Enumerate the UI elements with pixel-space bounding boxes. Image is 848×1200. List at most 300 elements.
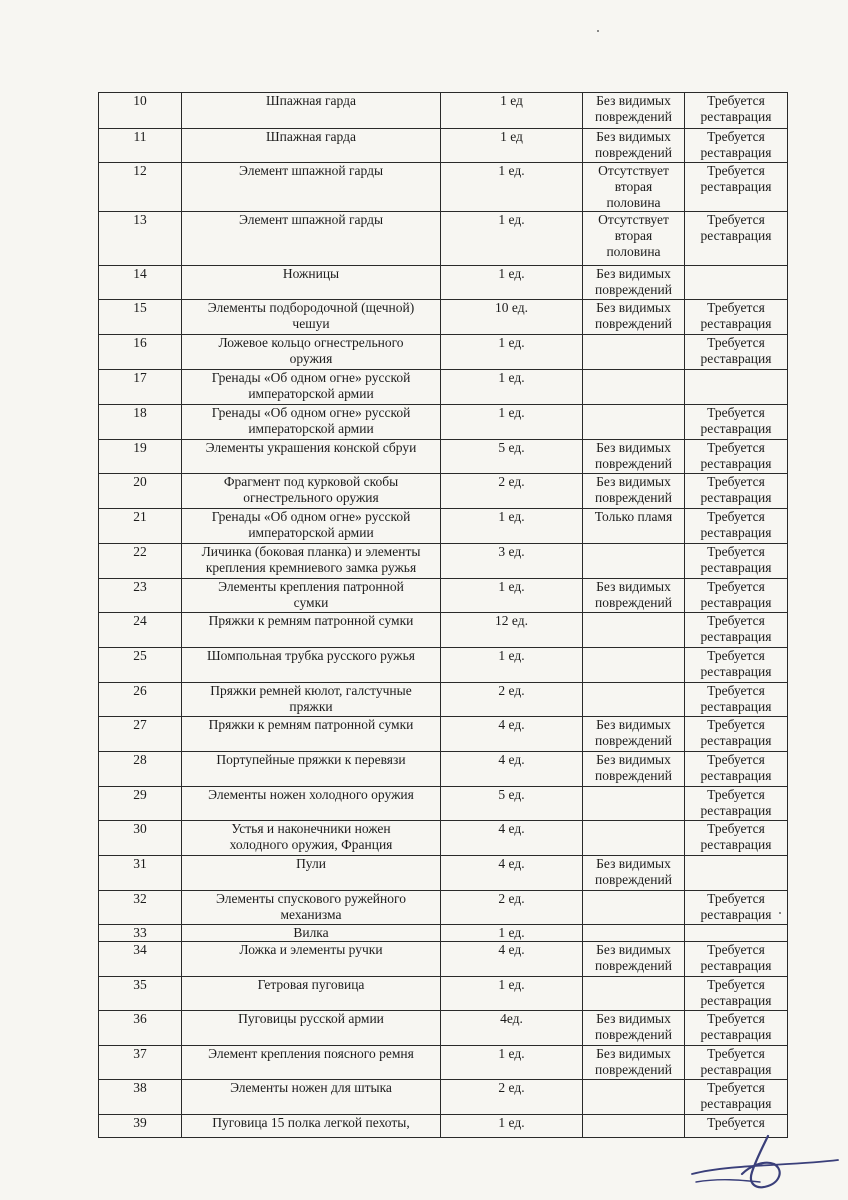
- cell-num: [99, 613, 182, 648]
- cell-condition: [583, 509, 685, 544]
- cell-text: 27: [133, 717, 147, 732]
- cell-text: 31: [133, 856, 147, 871]
- cell-num: [99, 856, 182, 891]
- cell-condition: [583, 1080, 685, 1115]
- cell-qty: [441, 212, 583, 266]
- cell-text: Фрагмент под курковой скобы огнестрельного оружия: [223, 474, 399, 505]
- cell-condition: [583, 856, 685, 891]
- cell-name: [182, 683, 441, 717]
- cell-name: [182, 579, 441, 613]
- cell-note: [685, 648, 788, 683]
- cell-text: 1 ед.: [498, 266, 525, 281]
- cell-text: Без видимых повреждений: [595, 129, 672, 160]
- cell-qty: [441, 856, 583, 891]
- cell-qty: [441, 579, 583, 613]
- cell-num: [99, 163, 182, 212]
- table-row: [99, 613, 788, 648]
- cell-text: Без видимых повреждений: [595, 474, 672, 505]
- cell-name: [182, 474, 441, 509]
- cell-text: Только пламя: [594, 509, 673, 524]
- cell-text: Элементы подбородочной (щечной) чешуи: [207, 300, 415, 331]
- cell-qty: [441, 717, 583, 752]
- cell-note: [685, 613, 788, 648]
- cell-name: [182, 787, 441, 821]
- cell-name: [182, 335, 441, 370]
- cell-num: [99, 405, 182, 440]
- cell-num: [99, 544, 182, 579]
- cell-num: [99, 212, 182, 266]
- cell-text: 1 ед.: [498, 977, 525, 992]
- cell-num: [99, 509, 182, 544]
- cell-qty: [441, 509, 583, 544]
- table-row: [99, 266, 788, 300]
- cell-condition: [583, 440, 685, 474]
- cell-num: [99, 579, 182, 613]
- cell-text: Требуется реставрация: [700, 163, 772, 194]
- cell-name: [182, 925, 441, 942]
- cell-text: 14: [133, 266, 147, 281]
- cell-text: Без видимых повреждений: [595, 856, 672, 887]
- cell-condition: [583, 163, 685, 212]
- cell-text: Без видимых повреждений: [595, 300, 672, 331]
- cell-qty: [441, 891, 583, 925]
- cell-text: Требуется реставрация: [700, 335, 772, 366]
- cell-text: 26: [133, 683, 147, 698]
- cell-text: 35: [133, 977, 147, 992]
- cell-text: 17: [133, 370, 147, 385]
- cell-name: [182, 129, 441, 163]
- cell-text: Гренады «Об одном огне» русской императорской армии: [211, 405, 411, 436]
- cell-num: [99, 300, 182, 335]
- table-row: [99, 129, 788, 163]
- scan-speck: [779, 912, 781, 914]
- cell-text: Гетровая пуговица: [257, 977, 365, 992]
- cell-text: 4ед.: [500, 1011, 523, 1026]
- cell-text: 18: [133, 405, 147, 420]
- cell-name: [182, 300, 441, 335]
- cell-note: [685, 266, 788, 300]
- cell-qty: [441, 266, 583, 300]
- cell-text: Требуется реставрация: [700, 648, 772, 679]
- cell-text: 12: [133, 163, 147, 178]
- cell-text: 1 ед.: [498, 163, 525, 178]
- cell-name: [182, 977, 441, 1011]
- cell-condition: [583, 787, 685, 821]
- cell-text: 4 ед.: [498, 942, 525, 957]
- cell-note: [685, 544, 788, 579]
- cell-num: [99, 1046, 182, 1080]
- cell-note: [685, 1080, 788, 1115]
- cell-qty: [441, 613, 583, 648]
- cell-condition: [583, 717, 685, 752]
- table-row: [99, 440, 788, 474]
- cell-num: [99, 787, 182, 821]
- cell-text: 38: [133, 1080, 147, 1095]
- cell-condition: [583, 129, 685, 163]
- cell-text: Ножницы: [282, 266, 340, 281]
- cell-num: [99, 752, 182, 787]
- cell-note: [685, 335, 788, 370]
- cell-note: [685, 405, 788, 440]
- cell-text: 1 ед.: [498, 370, 525, 385]
- cell-text: Требуется реставрация: [700, 1046, 772, 1077]
- table-row: [99, 648, 788, 683]
- cell-text: Гренады «Об одном огне» русской императорской армии: [211, 509, 411, 540]
- cell-name: [182, 856, 441, 891]
- cell-qty: [441, 93, 583, 129]
- table-row: [99, 300, 788, 335]
- cell-name: [182, 891, 441, 925]
- cell-qty: [441, 925, 583, 942]
- cell-text: 1 ед.: [498, 1115, 525, 1130]
- cell-text: 30: [133, 821, 147, 836]
- cell-text: 10: [133, 93, 147, 108]
- cell-note: [685, 163, 788, 212]
- cell-text: Пули: [296, 856, 326, 871]
- cell-qty: [441, 977, 583, 1011]
- table-row: [99, 405, 788, 440]
- cell-num: [99, 440, 182, 474]
- cell-qty: [441, 544, 583, 579]
- cell-qty: [441, 440, 583, 474]
- table-row: [99, 544, 788, 579]
- cell-text: Без видимых повреждений: [595, 1046, 672, 1077]
- cell-note: [685, 821, 788, 856]
- cell-text: Элемент шпажной гарды: [238, 163, 384, 178]
- table-row: [99, 1080, 788, 1115]
- table-row: [99, 821, 788, 856]
- cell-num: [99, 942, 182, 977]
- cell-name: [182, 266, 441, 300]
- cell-text: 1 ед.: [498, 212, 525, 227]
- cell-text: 29: [133, 787, 147, 802]
- cell-text: 21: [133, 509, 147, 524]
- cell-text: Элементы украшения конской сбруи: [205, 440, 417, 455]
- cell-name: [182, 1046, 441, 1080]
- cell-text: 2 ед.: [498, 1080, 525, 1095]
- cell-text: Шпажная гарда: [266, 93, 356, 108]
- cell-text: 20: [133, 474, 147, 489]
- table-row: [99, 93, 788, 129]
- cell-num: [99, 648, 182, 683]
- cell-text: 11: [133, 129, 147, 144]
- cell-num: [99, 266, 182, 300]
- cell-condition: [583, 579, 685, 613]
- cell-qty: [441, 1046, 583, 1080]
- cell-text: 1 ед.: [498, 648, 525, 663]
- cell-text: Без видимых повреждений: [595, 1011, 672, 1042]
- table-row: [99, 891, 788, 925]
- cell-text: Элементы ножен холодного оружия: [208, 787, 414, 802]
- cell-text: Без видимых повреждений: [595, 752, 672, 783]
- cell-name: [182, 1080, 441, 1115]
- cell-text: Портупейные пряжки к перевязи: [216, 752, 406, 767]
- cell-note: [685, 300, 788, 335]
- table-row: [99, 683, 788, 717]
- cell-name: [182, 717, 441, 752]
- cell-text: Отсутствует вторая половина: [598, 163, 669, 210]
- cell-qty: [441, 405, 583, 440]
- cell-text: 1 ед.: [498, 335, 525, 350]
- cell-text: Вилка: [293, 925, 329, 940]
- cell-text: Требуется реставрация: [700, 300, 772, 331]
- cell-qty: [441, 787, 583, 821]
- cell-text: Шпажная гарда: [266, 129, 356, 144]
- cell-text: Элементы спускового ружейного механизма: [216, 891, 406, 922]
- cell-text: Отсутствует вторая половина: [598, 212, 669, 259]
- cell-text: Пряжки к ремням патронной сумки: [208, 613, 414, 628]
- cell-qty: [441, 648, 583, 683]
- cell-num: [99, 717, 182, 752]
- cell-text: 4 ед.: [498, 821, 525, 836]
- cell-text: 33: [133, 925, 147, 940]
- signature-mark: [690, 1130, 840, 1194]
- cell-condition: [583, 335, 685, 370]
- table-row: [99, 752, 788, 787]
- table-row: [99, 474, 788, 509]
- cell-text: Требуется реставрация: [700, 440, 772, 471]
- cell-text: 4 ед.: [498, 856, 525, 871]
- cell-name: [182, 370, 441, 405]
- cell-note: [685, 856, 788, 891]
- cell-text: 1 ед.: [498, 509, 525, 524]
- table-row: [99, 787, 788, 821]
- cell-text: Требуется реставрация: [700, 1080, 772, 1111]
- cell-condition: [583, 405, 685, 440]
- cell-text: 1 ед: [500, 129, 523, 144]
- cell-text: 16: [133, 335, 147, 350]
- cell-text: 23: [133, 579, 147, 594]
- cell-qty: [441, 129, 583, 163]
- cell-text: Требуется реставрация: [700, 717, 772, 748]
- cell-text: Элемент крепления поясного ремня: [208, 1046, 414, 1061]
- table-row: [99, 856, 788, 891]
- cell-name: [182, 509, 441, 544]
- cell-text: Требуется реставрация: [700, 683, 772, 714]
- cell-condition: [583, 925, 685, 942]
- cell-name: [182, 821, 441, 856]
- cell-text: 39: [133, 1115, 147, 1130]
- cell-num: [99, 891, 182, 925]
- cell-name: [182, 613, 441, 648]
- cell-name: [182, 163, 441, 212]
- table-row: [99, 579, 788, 613]
- cell-note: [685, 440, 788, 474]
- table-row: [99, 163, 788, 212]
- cell-condition: [583, 544, 685, 579]
- cell-text: 5 ед.: [498, 440, 525, 455]
- cell-text: 15: [133, 300, 147, 315]
- cell-qty: [441, 335, 583, 370]
- table-row: [99, 1046, 788, 1080]
- cell-text: Без видимых повреждений: [595, 579, 672, 610]
- cell-note: [685, 129, 788, 163]
- cell-text: Требуется реставрация: [700, 579, 772, 610]
- cell-condition: [583, 891, 685, 925]
- cell-text: Пуговица 15 полка легкой пехоты,: [212, 1115, 410, 1130]
- table-row: [99, 1011, 788, 1046]
- cell-text: Устья и наконечники ножен холодного оружия, Франция: [229, 821, 393, 852]
- cell-text: 1 ед.: [498, 579, 525, 594]
- cell-text: Требуется реставрация: [700, 787, 772, 818]
- cell-text: 22: [133, 544, 147, 559]
- cell-text: Требуется реставрация: [700, 613, 772, 644]
- cell-condition: [583, 942, 685, 977]
- cell-note: [685, 212, 788, 266]
- cell-text: 5 ед.: [498, 787, 525, 802]
- cell-text: Требуется реставрация: [700, 1011, 772, 1042]
- cell-qty: [441, 752, 583, 787]
- cell-name: [182, 93, 441, 129]
- table-row: [99, 717, 788, 752]
- table-row: [99, 509, 788, 544]
- cell-name: [182, 752, 441, 787]
- cell-text: Личинка (боковая планка) и элементы крепления кремниевого замка ружья: [201, 544, 421, 575]
- cell-num: [99, 335, 182, 370]
- cell-text: 4 ед.: [498, 752, 525, 767]
- cell-num: [99, 93, 182, 129]
- cell-text: Пуговицы русской армии: [238, 1011, 384, 1026]
- table-row: [99, 977, 788, 1011]
- cell-text: Требуется реставрация: [700, 544, 772, 575]
- cell-text: 12 ед.: [495, 613, 528, 628]
- cell-name: [182, 440, 441, 474]
- cell-condition: [583, 93, 685, 129]
- cell-condition: [583, 1115, 685, 1138]
- cell-note: [685, 683, 788, 717]
- cell-qty: [441, 300, 583, 335]
- cell-name: [182, 942, 441, 977]
- cell-note: [685, 93, 788, 129]
- cell-name: [182, 405, 441, 440]
- cell-num: [99, 474, 182, 509]
- cell-note: [685, 1011, 788, 1046]
- cell-text: Требуется реставрация: [700, 509, 772, 540]
- cell-text: 25: [133, 648, 147, 663]
- cell-num: [99, 977, 182, 1011]
- cell-num: [99, 925, 182, 942]
- cell-text: Требуется реставрация: [700, 93, 772, 124]
- cell-condition: [583, 300, 685, 335]
- cell-condition: [583, 977, 685, 1011]
- cell-note: [685, 891, 788, 925]
- cell-text: 1 ед: [500, 93, 523, 108]
- table-row: [99, 370, 788, 405]
- cell-text: Без видимых повреждений: [595, 93, 672, 124]
- inventory-table-body: [99, 93, 788, 1138]
- cell-text: 2 ед.: [498, 474, 525, 489]
- cell-qty: [441, 370, 583, 405]
- cell-num: [99, 370, 182, 405]
- cell-text: 13: [133, 212, 147, 227]
- cell-qty: [441, 821, 583, 856]
- cell-text: Требуется реставрация: [700, 474, 772, 505]
- cell-num: [99, 683, 182, 717]
- cell-text: Ложка и элементы ручки: [239, 942, 383, 957]
- cell-text: Требуется реставрация: [700, 942, 772, 973]
- cell-text: 3 ед.: [498, 544, 525, 559]
- cell-note: [685, 1046, 788, 1080]
- cell-condition: [583, 266, 685, 300]
- cell-condition: [583, 474, 685, 509]
- cell-text: 2 ед.: [498, 891, 525, 906]
- cell-text: Требуется реставрация: [700, 752, 772, 783]
- cell-note: [685, 752, 788, 787]
- cell-qty: [441, 1080, 583, 1115]
- cell-name: [182, 544, 441, 579]
- cell-note: [685, 579, 788, 613]
- cell-condition: [583, 752, 685, 787]
- cell-name: [182, 212, 441, 266]
- cell-num: [99, 821, 182, 856]
- table-row: [99, 212, 788, 266]
- cell-text: 2 ед.: [498, 683, 525, 698]
- table-row: [99, 335, 788, 370]
- cell-condition: [583, 648, 685, 683]
- cell-qty: [441, 942, 583, 977]
- cell-text: Без видимых повреждений: [595, 717, 672, 748]
- cell-text: 19: [133, 440, 147, 455]
- cell-name: [182, 1115, 441, 1138]
- cell-qty: [441, 1011, 583, 1046]
- cell-text: Требуется реставрация: [700, 891, 772, 922]
- cell-text: Элементы ножен для штыка: [230, 1080, 392, 1095]
- cell-note: [685, 474, 788, 509]
- cell-text: Элементы крепления патронной сумки: [218, 579, 404, 610]
- cell-text: Без видимых повреждений: [595, 266, 672, 297]
- cell-text: Требуется реставрация: [700, 212, 772, 243]
- cell-num: [99, 1080, 182, 1115]
- cell-text: 32: [133, 891, 147, 906]
- cell-text: 1 ед.: [498, 1046, 525, 1061]
- cell-num: [99, 1115, 182, 1138]
- cell-text: Требуется реставрация: [700, 821, 772, 852]
- cell-text: Шомпольная трубка русского ружья: [206, 648, 416, 663]
- cell-condition: [583, 613, 685, 648]
- cell-condition: [583, 212, 685, 266]
- cell-text: Без видимых повреждений: [595, 942, 672, 973]
- cell-text: Пряжки к ремням патронной сумки: [208, 717, 414, 732]
- table-row: [99, 1115, 788, 1138]
- cell-text: 34: [133, 942, 147, 957]
- cell-condition: [583, 821, 685, 856]
- cell-text: Пряжки ремней кюлот, галстучные пряжки: [210, 683, 412, 714]
- cell-text: 24: [133, 613, 147, 628]
- table-row: [99, 942, 788, 977]
- cell-text: 28: [133, 752, 147, 767]
- cell-qty: [441, 163, 583, 212]
- cell-text: 1 ед.: [498, 405, 525, 420]
- cell-num: [99, 1011, 182, 1046]
- cell-name: [182, 648, 441, 683]
- cell-text: 36: [133, 1011, 147, 1026]
- cell-text: 4 ед.: [498, 717, 525, 732]
- cell-text: Элемент шпажной гарды: [238, 212, 384, 227]
- cell-text: 10 ед.: [495, 300, 528, 315]
- cell-note: [685, 787, 788, 821]
- cell-qty: [441, 474, 583, 509]
- cell-condition: [583, 683, 685, 717]
- cell-note: [685, 942, 788, 977]
- cell-text: Гренады «Об одном огне» русской императорской армии: [211, 370, 411, 401]
- cell-text: Без видимых повреждений: [595, 440, 672, 471]
- table-row: [99, 925, 788, 942]
- cell-note: [685, 717, 788, 752]
- cell-text: Ложевое кольцо огнестрельного оружия: [218, 335, 404, 366]
- cell-condition: [583, 370, 685, 405]
- cell-qty: [441, 1115, 583, 1138]
- cell-text: Требуется реставрация: [700, 129, 772, 160]
